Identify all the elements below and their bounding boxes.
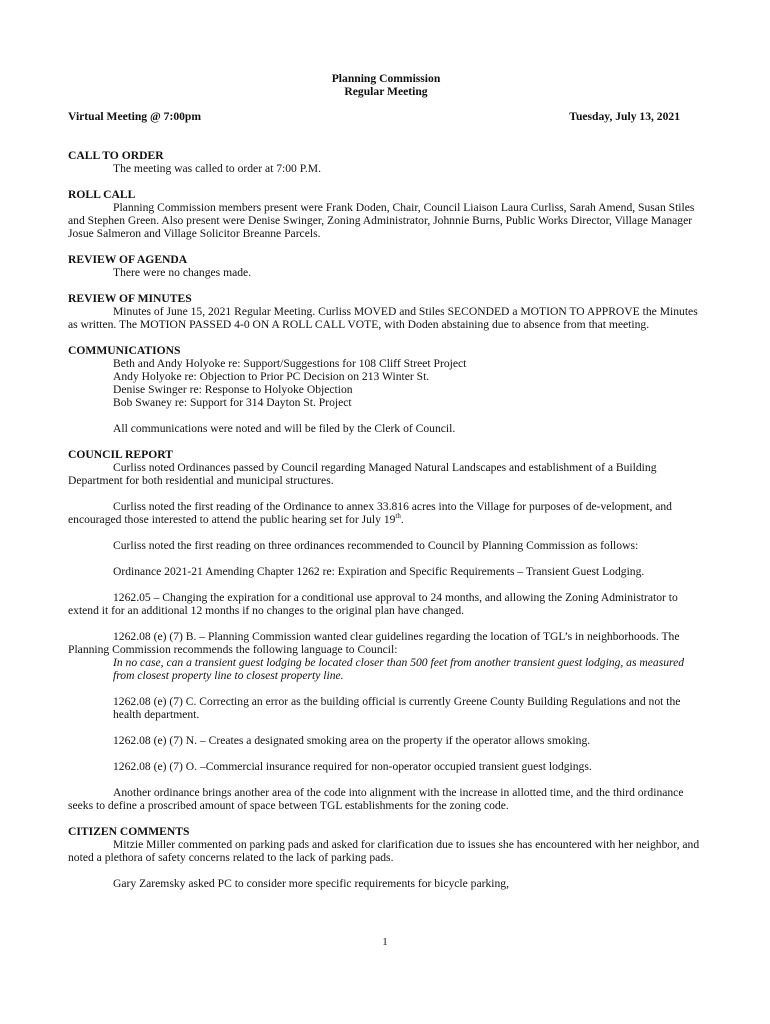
communication-item: Andy Holyoke re: Objection to Prior PC Decision on 213 Winter St. bbox=[113, 370, 430, 383]
roll-call-text: Planning Commission members present were Frank Doden, Chair, Council Liaison Laura Curliss, Sarah Amend, Susan Stiles and Stephen Green. Also present were Denise Swinger, Zoning Administrator, Johnnie Burns, Public Works Director, Village Manager Josue Salmeron and Village Solicitor Breanne Parcels. bbox=[68, 201, 695, 240]
review-minutes-heading: REVIEW OF MINUTES bbox=[68, 292, 192, 305]
review-agenda-heading: REVIEW OF AGENDA bbox=[68, 253, 188, 266]
council-report-p7: 1262.08 (e) (7) C. Correcting an error as the building official is currently Greene County Building Regulations and not the health department. bbox=[113, 695, 681, 721]
council-report-heading: COUNCIL REPORT bbox=[68, 448, 173, 461]
council-report-p1: Curliss noted Ordinances passed by Council regarding Managed Natural Landscapes and establishment of a Building Department for both residential and municipal structures. bbox=[68, 461, 657, 487]
council-report-quote: In no case, can a transient guest lodging be located closer than 500 feet from another transient guest lodging, as measured from closest property line to closest property line. bbox=[113, 656, 685, 682]
call-to-order-heading: CALL TO ORDER bbox=[68, 149, 164, 162]
council-report-p5: 1262.05 – Changing the expiration for a conditional use approval to 24 months, and allowing the Zoning Administrator to extend it for an additional 12 months if no changes to the original plan have changed. bbox=[68, 591, 678, 617]
citizen-comments-p2: Gary Zaremsky asked PC to consider more specific requirements for bicycle parking, bbox=[113, 877, 509, 890]
council-report-p2: Curliss noted the first reading of the Ordinance to annex 33.816 acres into the Village for purposes of de-velopment, and encouraged those interested to attend the public hearing set for July 19th. bbox=[68, 500, 672, 526]
council-report-p8: 1262.08 (e) (7) N. – Creates a designated smoking area on the property if the operator allows smoking. bbox=[113, 734, 591, 747]
review-minutes-text: Minutes of June 15, 2021 Regular Meeting. Curliss MOVED and Stiles SECONDED a MOTION TO APPROVE the Minutes as written. The MOTION PASSED 4-0 ON A ROLL CALL VOTE, with Doden abstaining due to absence from that meeting. bbox=[68, 305, 698, 331]
roll-call-heading: ROLL CALL bbox=[68, 188, 136, 201]
council-report-p3: Curliss noted the first reading on three ordinances recommended to Council by Planning Commission as follows: bbox=[113, 539, 639, 552]
council-report-p9: 1262.08 (e) (7) O. –Commercial insurance required for non-operator occupied transient guest lodgings. bbox=[113, 760, 592, 773]
council-report-p6: 1262.08 (e) (7) B. – Planning Commission wanted clear guidelines regarding the location of TGL’s in neighborhoods. The Planning Commission recommends the following language to Council: bbox=[68, 630, 680, 656]
citizen-comments-p1: Mitzie Miller commented on parking pads and asked for clarification due to issues she has encountered with her neighbor, and noted a plethora of safety concerns related to the lack of parking pads. bbox=[68, 838, 700, 864]
communication-item: Bob Swaney re: Support for 314 Dayton St. Project bbox=[113, 396, 352, 409]
review-agenda-text: There were no changes made. bbox=[113, 266, 252, 279]
council-report-p4: Ordinance 2021-21 Amending Chapter 1262 re: Expiration and Specific Requirements – Transient Guest Lodging. bbox=[113, 565, 645, 578]
meeting-meta bbox=[68, 110, 704, 123]
doc-subtitle: Regular Meeting bbox=[344, 85, 428, 98]
communications-note: All communications were noted and will be filed by the Clerk of Council. bbox=[113, 422, 456, 435]
council-report-p10: Another ordinance brings another area of the code into alignment with the increase in allotted time, and the third ordinance seeks to define a proscribed amount of space between TGL establishments for the zoning code. bbox=[68, 786, 684, 812]
meeting-date: Tuesday, July 13, 2021 bbox=[569, 110, 680, 123]
page-number: 1 bbox=[382, 936, 388, 948]
communications-heading: COMMUNICATIONS bbox=[68, 344, 181, 357]
communication-item: Beth and Andy Holyoke re: Support/Suggestions for 108 Cliff Street Project bbox=[113, 357, 467, 370]
document-page bbox=[68, 72, 704, 890]
citizen-comments-heading: CITIZEN COMMENTS bbox=[68, 825, 190, 838]
doc-title: Planning Commission bbox=[331, 72, 441, 85]
call-to-order-text: The meeting was called to order at 7:00 P.M. bbox=[113, 162, 321, 175]
meeting-type: Virtual Meeting @ 7:00pm bbox=[68, 110, 202, 123]
communication-item: Denise Swinger re: Response to Holyoke Objection bbox=[113, 383, 353, 396]
